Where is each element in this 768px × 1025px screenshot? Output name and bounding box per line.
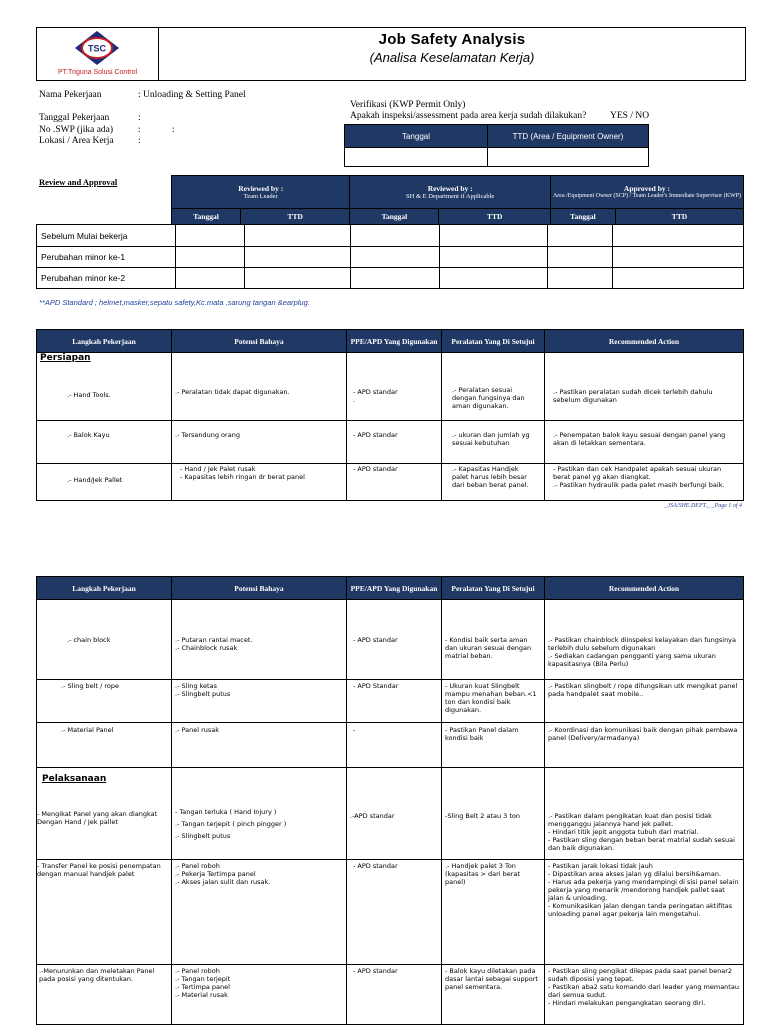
col-ppe: PPE/APD Yang Digunakan — [347, 577, 442, 600]
col-ppe: PPE/APD Yang Digunakan — [347, 330, 442, 353]
table-row — [37, 723, 744, 768]
step-cell: - Transfer Panel ke posisi penempatan dengan manual handjek palet — [37, 860, 172, 965]
step-cell: .- Balok Kayu — [37, 421, 172, 464]
table-row — [37, 768, 744, 860]
equipment-cell: - Pastikan Panel dalam kondisi baik — [442, 723, 545, 768]
yes-no-option[interactable]: YES / NO — [610, 111, 650, 121]
review-cell[interactable] — [245, 225, 351, 247]
verification-col-signature: TTD (Area / Equipment Owner) — [488, 125, 649, 148]
col-langkah: Langkah Pekerjaan — [37, 330, 172, 353]
step-cell: .-Menurunkan dan meletakan Panel pada posisi yang ditentukan. — [37, 965, 172, 1025]
hazard-cell: .- Panel rusak — [172, 723, 347, 768]
review-cell[interactable] — [176, 225, 245, 247]
table-row — [37, 600, 744, 680]
table-row — [37, 680, 744, 723]
col-tanggal-3: Tanggal — [550, 209, 615, 225]
equipment-cell: .- Handjek palet 3 Ton (kapasitas > dari berat panel) — [442, 860, 545, 965]
document-subtitle: (Analisa Keselamatan Kerja) — [369, 50, 535, 65]
review-cell[interactable] — [440, 225, 548, 247]
verification-signature-cell[interactable] — [488, 148, 649, 167]
col-ttd-2: TTD — [439, 209, 551, 225]
review-cell[interactable] — [176, 268, 245, 289]
ppe-cell: - — [347, 723, 442, 768]
hazard-cell: .- Peralatan tidak dapat digunakan. — [172, 353, 347, 421]
verification-col-date: Tanggal — [345, 125, 488, 148]
review-row — [37, 247, 744, 268]
col-potensi: Potensi Bahaya — [172, 577, 347, 600]
swp-value-1: : — [138, 125, 141, 135]
action-cell: - Pastikan sling pengikat dilepas pada saat panel benar2 sudah diposisi yang tepat. - Pastikan aba2 satu komando dari leader yang memantau dari semua sudut. - Hindari melakukan pengangkatan seorang diri. — [545, 965, 744, 1025]
table-row — [37, 464, 744, 501]
ppe-cell: - APD standar — [347, 464, 442, 501]
action-cell: .- Pastikan peralatan sudah dicek terlebih dahulu sebelum digunakan — [545, 353, 744, 421]
col-tanggal-2: Tanggal — [350, 209, 439, 225]
action-cell: .- Pastikan dalam pengikatan kuat dan posisi tidak mengganggu jalannya hand jek pallet. - Hindari titik jepit anggota tubuh dari matrial. - Pastikan sling dengan beban berat matrial sudah sesuai dan baik digunakan. — [545, 768, 744, 860]
step-cell: .- Material Panel — [37, 723, 172, 768]
action-cell: .- Koordinasi dan komunikasi baik dengan pihak pembawa panel (Delivery/armadanya) — [545, 723, 744, 768]
step-cell: .- Sling belt / rope — [37, 680, 172, 723]
review-cell[interactable] — [613, 225, 744, 247]
review-row — [37, 225, 744, 247]
company-name: PT.Triguna Solusi Control — [57, 69, 138, 76]
review-row — [37, 268, 744, 289]
jsa-table-page-2 — [36, 576, 744, 1025]
action-cell: - Pastikan dan cek Handpalet apakah sesuai ukuran berat panel yg akan diangkat. .- Pastikan hydraulik pada palet masih berfungi baik. — [545, 464, 744, 501]
verification-date-cell[interactable] — [345, 148, 488, 167]
apd-standard-note: **APD Standard ; helmet,masker,sepatu safety,Kc.mata ,sarung tangan &earplug. — [39, 298, 310, 307]
equipment-cell: .- Kapasitas Handjek palet harus lebih besar dari beban berat panel. — [442, 464, 545, 501]
ppe-cell: - APD standar — [347, 965, 442, 1025]
ppe-cell: - APD standar — [347, 600, 442, 680]
review-rows-table — [36, 224, 744, 289]
section-persiapan: Persiapan — [40, 353, 91, 363]
action-cell: .- Pastikan chainblock diinspeksi kelayakan dan fungsinya terlebih dulu sebelum digunakan .- Sediakan cadangan pengganti yang sama ukuran kapasitasnya (Bila Perlu) — [545, 600, 744, 680]
equipment-cell: .- Peralatan sesuai dengan fungsinya dan aman digunakan. — [442, 353, 545, 421]
equipment-cell: - Balok kayu diletakan pada dasar lantai sebagai support panel sementara. — [442, 965, 545, 1025]
review-cell[interactable] — [176, 247, 245, 268]
table-row — [37, 353, 744, 421]
hazard-cell: .- Panel roboh .- Pekerja Tertimpa panel .- Akses jalan sulit dan rusak. — [172, 860, 347, 965]
equipment-cell: -Sling Belt 2 atau 3 ton — [442, 768, 545, 860]
col-peralatan: Peralatan Yang Di Setujui — [442, 330, 545, 353]
action-cell: - Pastikan jarak lokasi tidak jauh - Dipastikan area akses jalan yg dilalui bersih&aman. - Harus ada pekerja yang mendampingi di sisi panel selain pekerja yang menarik /mendorong handjek pallet saat jalan & unloading. - Komunikasikan jalan dengan tanda peringatan aktifitas unloading panel agar pekerja lain mengetahui. — [545, 860, 744, 965]
col-tanggal-1: Tanggal — [172, 209, 241, 225]
ppe-cell: - APD standar . — [347, 353, 442, 421]
review-cell[interactable] — [440, 268, 548, 289]
job-date-label: Tanggal Pekerjaan — [39, 113, 110, 123]
swp-label: No .SWP (jika ada) — [39, 125, 114, 135]
col-action: Recommended Action — [545, 577, 744, 600]
ppe-cell: - APD Standar — [347, 680, 442, 723]
document-title: Job Safety Analysis — [378, 31, 526, 48]
reviewed-by-team-leader: Reviewed by : Team Leader — [172, 176, 350, 209]
review-row-label: Perubahan minor ke-1 — [37, 247, 176, 268]
review-cell[interactable] — [548, 247, 613, 268]
review-cell[interactable] — [245, 247, 351, 268]
ppe-cell: - APD standar — [347, 421, 442, 464]
table-row — [37, 860, 744, 965]
review-row-label: Perubahan minor ke-2 — [37, 268, 176, 289]
ppe-cell: - APD standar — [347, 860, 442, 965]
col-action: Recommended Action — [545, 330, 744, 353]
equipment-cell: .- ukuran dan jumlah yg sesuai kebutuhan — [442, 421, 545, 464]
company-logo — [37, 29, 158, 69]
job-name-value: : Unloading & Setting Panel — [138, 90, 246, 100]
review-approval-label: Review and Approval — [39, 177, 118, 187]
page-footer: _JSA/SHE.DEPT._ _Page 1 of 4 — [664, 503, 742, 509]
section-pelaksanaan: Pelaksanaan — [42, 774, 107, 784]
job-date-value: : — [138, 113, 141, 123]
location-label: Lokasi / Area Kerja — [39, 136, 114, 146]
review-cell[interactable] — [351, 247, 440, 268]
equipment-cell: - Ukuran kuat Slingbelt mampu menahan beban.<1 ton dan kondisi baik digunakan. — [442, 680, 545, 723]
col-langkah: Langkah Pekerjaan — [37, 577, 172, 600]
review-cell[interactable] — [351, 225, 440, 247]
review-cell[interactable] — [351, 268, 440, 289]
action-cell: .- Pastikan slingbelt / rope difungsikan utk mengikat panel pada handpalet saat mobile.. — [545, 680, 744, 723]
hazard-cell: - Tangan terluka ( Hand Injury ) .- Tangan terjepit ( pinch pingger ) .- Slingbelt putus — [172, 768, 347, 860]
review-cell[interactable] — [613, 268, 744, 289]
table-row — [37, 421, 744, 464]
equipment-cell: - Kondisi baik serta aman dan ukuran sesuai dengan matrial beban. — [442, 600, 545, 680]
verification-title: Verifikasi (KWP Permit Only) — [350, 100, 466, 110]
document-header — [36, 27, 746, 81]
step-cell: .- chain block — [37, 600, 172, 680]
hazard-cell: .- Putaran rantai macet. .- Chainblock rusak — [172, 600, 347, 680]
hazard-cell: - Hand / Jek Palet rusak - Kapasitas lebih ringan dr berat panel — [172, 464, 347, 501]
job-name-label: Nama Pekerjaan — [39, 90, 102, 100]
hazard-cell: .- Panel roboh .- Tangan terjepit .- Tertimpa panel .- Material rusak — [172, 965, 347, 1025]
review-cell[interactable] — [548, 225, 613, 247]
review-cell[interactable] — [548, 268, 613, 289]
hazard-cell: .- Sling ketas .- Slingbelt putus — [172, 680, 347, 723]
col-ttd-1: TTD — [241, 209, 350, 225]
col-potensi: Potensi Bahaya — [172, 330, 347, 353]
logo-cell — [37, 28, 159, 80]
action-cell: .- Penempatan balok kayu sesuai dengan panel yang akan di letakkan sementara. — [545, 421, 744, 464]
approved-by: Approved by : Area /Equipment Owner (SCP) / Team Leader's Immediate Supervisor (KWP) — [550, 176, 743, 209]
table-row — [37, 965, 744, 1025]
review-header-table — [171, 175, 744, 225]
col-peralatan: Peralatan Yang Di Setujui — [442, 577, 545, 600]
hazard-cell: .- Tersandung orang — [172, 421, 347, 464]
jsa-table-page-1 — [36, 329, 744, 501]
reviewed-by-she: Reviewed by : SH & E Department if Applicable — [350, 176, 551, 209]
ppe-cell: .-APD standar — [347, 768, 442, 860]
col-ttd-3: TTD — [615, 209, 743, 225]
step-cell: .- Hand Tools. — [67, 391, 111, 399]
location-value: : — [138, 136, 141, 146]
review-row-label: Sebelum Mulai bekerja — [37, 225, 176, 247]
review-cell[interactable] — [245, 268, 351, 289]
review-cell[interactable] — [613, 247, 744, 268]
verification-question: Apakah inspeksi/assessment pada area kerja sudah dilakukan? — [350, 111, 587, 121]
swp-value-2: : — [172, 125, 175, 135]
verification-table — [344, 124, 649, 167]
review-cell[interactable] — [440, 247, 548, 268]
step-cell: .- Hand/Jek Pallet — [37, 464, 172, 501]
step-cell: - Mengikat Panel yang akan diangkat Dengan Hand / Jek pallet — [37, 810, 158, 826]
logo-text: TSC — [88, 43, 106, 54]
